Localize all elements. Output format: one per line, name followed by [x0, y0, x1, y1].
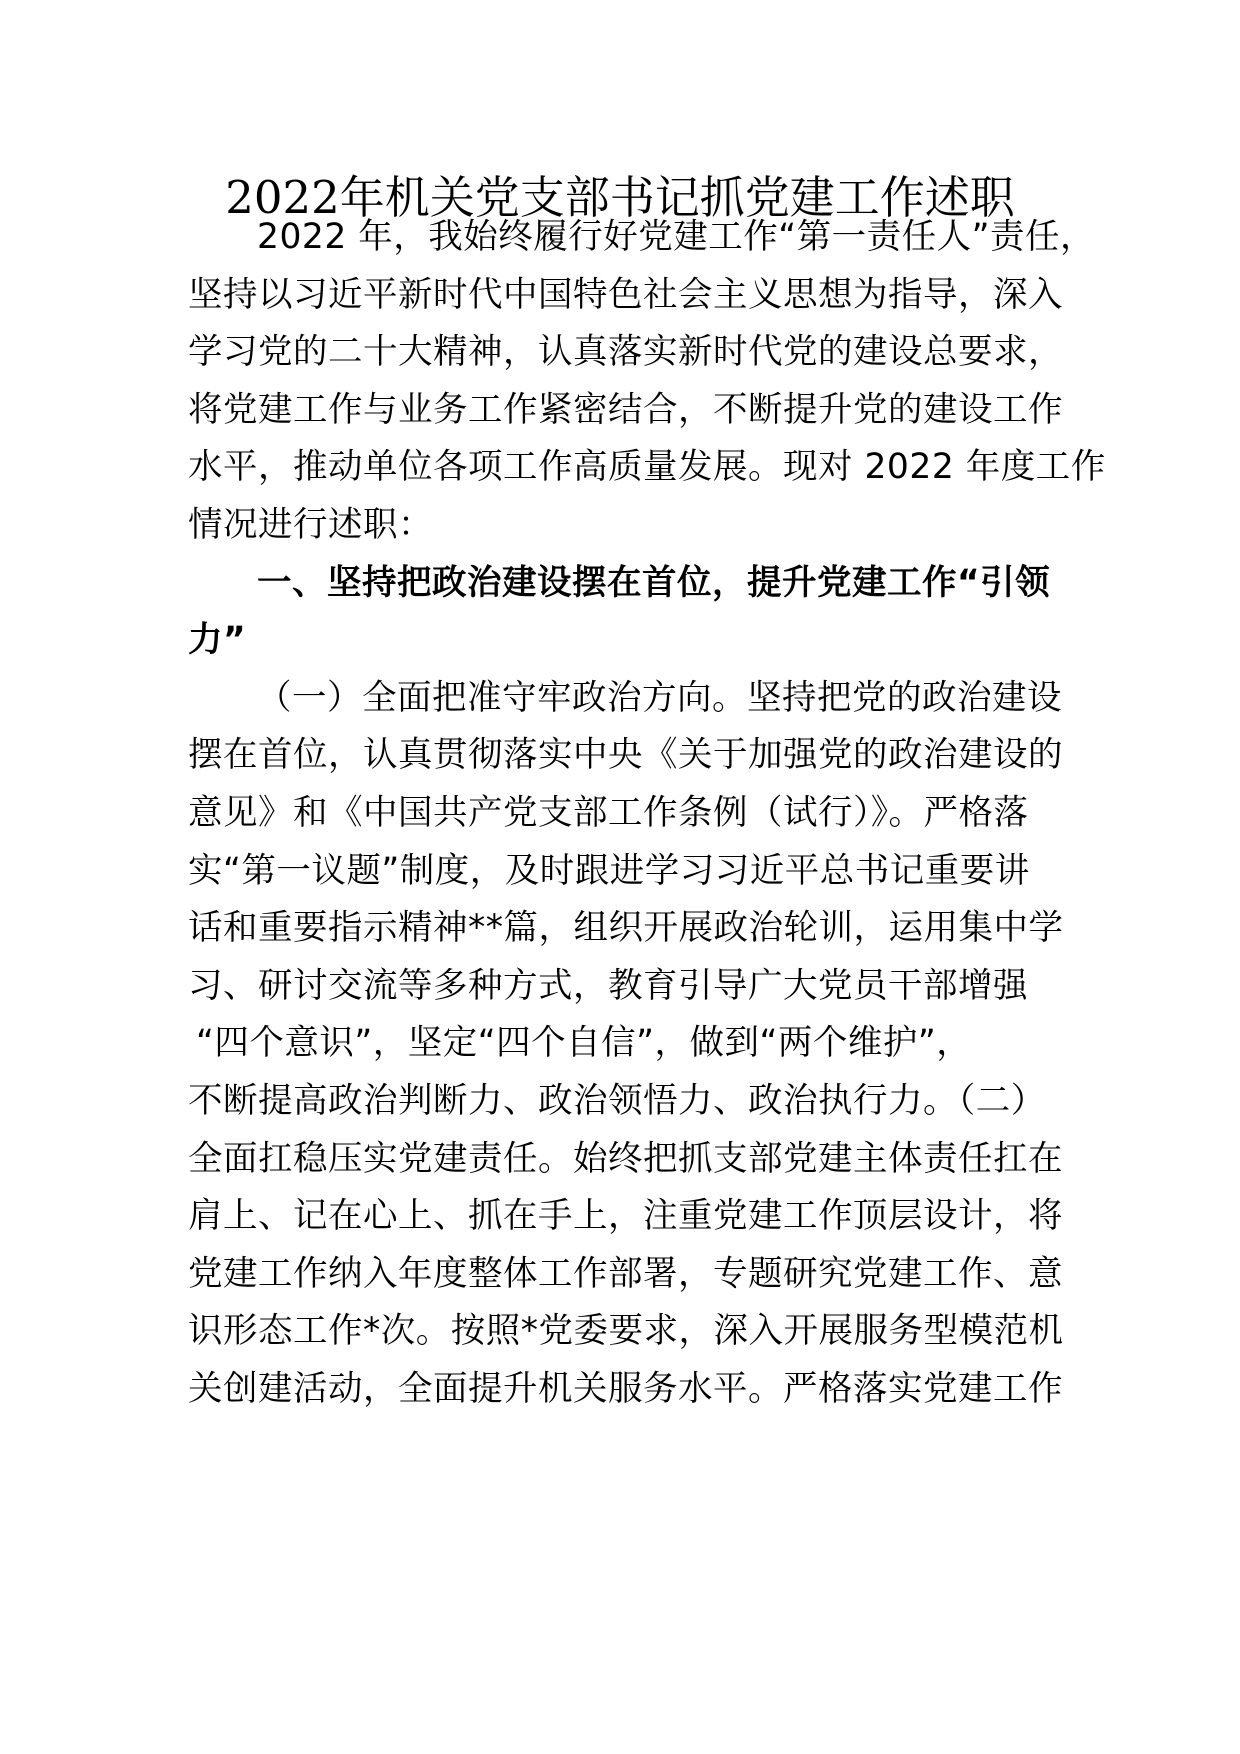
body-line-10: 摆在首位，认真贯彻落实中央《关于加强党的政治建设的 — [188, 735, 1063, 775]
body-line-19: 党建工作纳入年度整体工作部署，专题研究党建工作、意 — [188, 1254, 1063, 1294]
body-line-15: “四个意识”，坚定“四个自信”，做到“两个维护”， — [196, 1023, 972, 1063]
section-heading-1: 一、坚持把政治建设摆在首位，提升党建工作“引领 — [257, 563, 1051, 603]
body-line-2: 坚持以习近平新时代中国特色社会主义思想为指导，深入 — [188, 275, 1063, 315]
body-line-4: 将党建工作与业务工作紧密结合，不断提升党的建设工作 — [188, 390, 1063, 430]
body-line-16: 不断提高政治判断力、政治领悟力、政治执行力。（二） — [188, 1081, 1046, 1121]
body-line-5: 水平，推动单位各项工作高质量发展。现对 2022 年度工作 — [188, 447, 1106, 487]
body-line-17: 全面扛稳压实党建责任。始终把抓支部党建主体责任扛在 — [188, 1139, 1063, 1179]
body-line-11: 意见》和《中国共产党支部工作条例（试行）》。严格落 — [188, 793, 1029, 833]
body-line-6: 情况进行述职： — [188, 505, 433, 545]
body-line-18: 肩上、记在心上、抓在手上，注重党建工作顶层设计，将 — [188, 1196, 1063, 1236]
body-line-1: 2022 年，我始终履行好党建工作“第一责任人”责任， — [257, 217, 1096, 257]
body-line-3: 学习党的二十大精神，认真落实新时代党的建设总要求， — [188, 332, 1063, 372]
section-heading-1-cont: 力” — [188, 620, 247, 660]
body-line-14: 习、研讨交流等多种方式，教育引导广大党员干部增强 — [188, 966, 1028, 1006]
body-line-13: 话和重要指示精神**篇，组织开展政治轮训，运用集中学 — [188, 908, 1064, 948]
body-line-12: 实“第一议题”制度，及时跟进学习习近平总书记重要讲 — [188, 851, 1030, 891]
body-line-21: 关创建活动，全面提升机关服务水平。严格落实党建工作 — [188, 1369, 1063, 1409]
document-title: 2022年机关党支部书记抓党建工作述职 — [225, 171, 1015, 224]
body-line-20: 识形态工作*次。按照*党委要求，深入开展服务型模范机 — [188, 1311, 1064, 1351]
body-line-9: （一）全面把准守牢政治方向。坚持把党的政治建设 — [257, 678, 1062, 718]
